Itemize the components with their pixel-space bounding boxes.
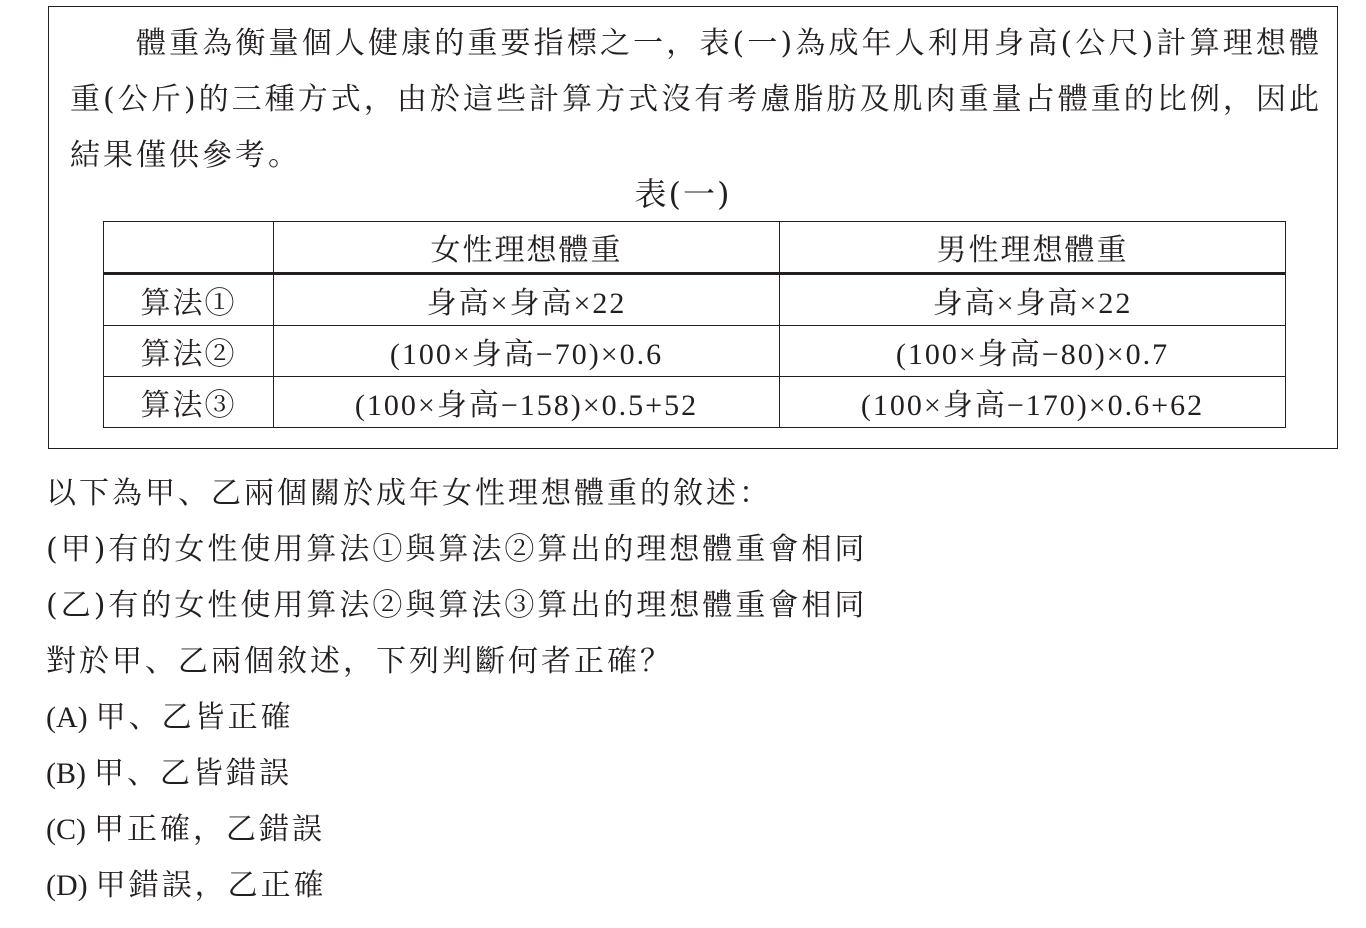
option-key: (D) [46,869,88,902]
option-key: (B) [46,757,86,790]
female-formula: (100×身高−70)×0.6 [274,326,780,377]
option-key: (A) [46,701,88,734]
option-text: 甲、乙皆錯誤 [94,756,292,791]
female-formula: 身高×身高×22 [274,274,780,326]
question-section [46,466,1326,914]
statement-yi: (乙)有的女性使用算法②與算法③算出的理想體重會相同 [46,588,868,623]
table-row [104,377,1286,428]
table-row [104,326,1286,377]
option-a[interactable] [46,690,1326,746]
method-label: 算法① [104,274,274,326]
method-label: 算法② [104,326,274,377]
question-prompt: 對於甲、乙兩個敘述，下列判斷何者正確？ [46,644,673,679]
table-row [104,274,1286,326]
header-female: 女性理想體重 [274,222,780,274]
option-text: 甲正確，乙錯誤 [94,812,325,847]
male-formula: (100×身高−80)×0.7 [780,326,1286,377]
male-formula: 身高×身高×22 [780,274,1286,326]
ideal-weight-table [103,221,1286,428]
table-caption: 表(一) [634,175,732,213]
option-text: 甲錯誤，乙正確 [95,868,327,903]
table-header-row [104,222,1286,274]
method-label: 算法③ [104,377,274,428]
option-c[interactable] [46,802,1326,858]
statement-jia: (甲)有的女性使用算法①與算法②算出的理想體重會相同 [46,532,868,567]
question-lead: 以下為甲、乙兩個關於成年女性理想體重的敘述： [46,476,772,511]
option-b[interactable] [46,746,1326,802]
female-formula: (100×身高−158)×0.5+52 [274,377,780,428]
header-male: 男性理想體重 [780,222,1286,274]
option-d[interactable] [46,858,1326,914]
male-formula: (100×身高−170)×0.6+62 [780,377,1286,428]
intro-paragraph: 體重為衡量個人健康的重要指標之一，表(一)為成年人利用身高(公尺)計算理想體重(公斤)的三種方式，由於這些計算方式沒有考慮脂肪及肌肉重量占體重的比例，因此結果僅供參考。 [70,26,1322,173]
option-key: (C) [46,813,86,846]
header-corner [104,222,274,274]
option-text: 甲、乙皆正確 [95,700,294,735]
